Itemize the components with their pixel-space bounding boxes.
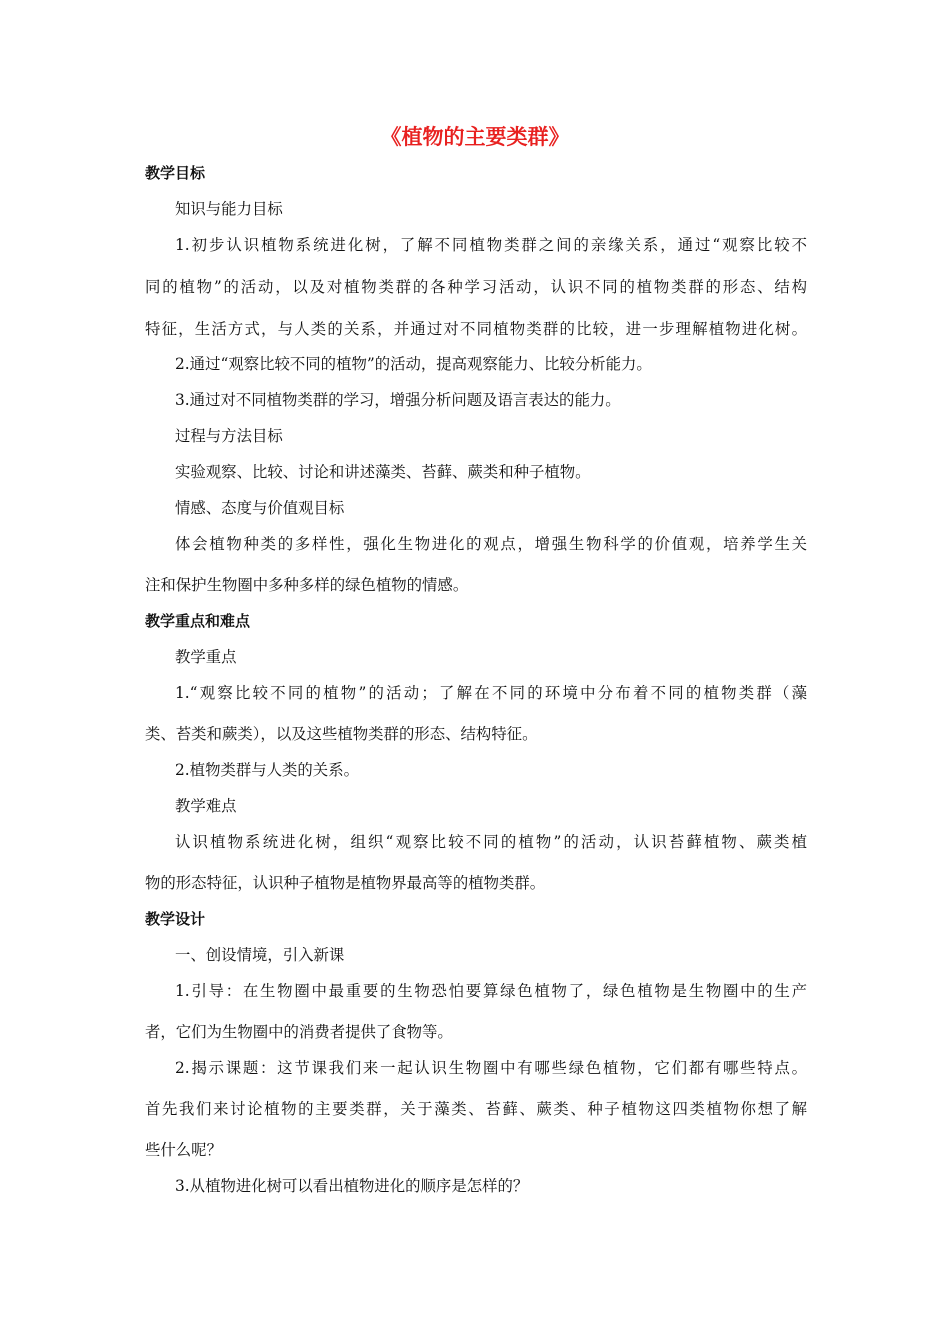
section-heading-design: 教学设计 <box>145 910 206 928</box>
paragraph-line: 3.从植物进化树可以看出植物进化的顺序是怎样的？ <box>175 1177 529 1195</box>
paragraph-line: 同的植物”的活动，以及对植物类群的各种学习活动，认识不同的植物类群的形态、结构 <box>145 278 807 296</box>
paragraph-line: 认识植物系统进化树，组织“观察比较不同的植物”的活动，认识苔藓植物、蕨类植 <box>175 833 807 851</box>
paragraph-line: 教学难点 <box>175 797 237 815</box>
paragraph-line: 物的形态特征，认识种子植物是植物界最高等的植物类群。 <box>145 874 546 892</box>
paragraph-line: 体会植物种类的多样性，强化生物进化的观点，增强生物科学的价值观，培养学生关 <box>175 535 807 553</box>
paragraph-line: 类、苔类和蕨类），以及这些植物类群的形态、结构特征。 <box>145 725 538 743</box>
paragraph-line: 情感、态度与价值观目标 <box>175 499 345 517</box>
paragraph-line: 2.通过“观察比较不同的植物”的活动，提高观察能力、比较分析能力。 <box>175 355 652 373</box>
paragraph-line: 特征，生活方式，与人类的关系，并通过对不同植物类群的比较，进一步理解植物进化树。 <box>145 320 807 338</box>
paragraph-line: 一、创设情境，引入新课 <box>175 946 345 964</box>
paragraph-line: 1.引导：在生物圈中最重要的生物恐怕要算绿色植物了，绿色植物是生物圈中的生产 <box>175 982 807 1000</box>
paragraph-line: 教学重点 <box>175 648 237 666</box>
paragraph-line: 注和保护生物圈中多种多样的绿色植物的情感。 <box>145 576 469 594</box>
paragraph-line: 1.“观察比较不同的植物”的活动；了解在不同的环境中分布着不同的植物类群（藻 <box>175 684 807 702</box>
paragraph-line: 者，它们为生物圈中的消费者提供了食物等。 <box>145 1023 453 1041</box>
paragraph-line: 首先我们来讨论植物的主要类群，关于藻类、苔藓、蕨类、种子植物这四类植物你想了解 <box>145 1100 807 1118</box>
paragraph-line: 知识与能力目标 <box>175 200 283 218</box>
paragraph-line: 过程与方法目标 <box>175 427 283 445</box>
section-heading-key-points: 教学重点和难点 <box>145 612 251 630</box>
paragraph-line: 2.揭示课题：这节课我们来一起认识生物圈中有哪些绿色植物，它们都有哪些特点。 <box>175 1059 807 1077</box>
paragraph-line: 实验观察、比较、讨论和讲述藻类、苔藓、蕨类和种子植物。 <box>175 463 591 481</box>
document-title: 《植物的主要类群》 <box>380 125 570 149</box>
paragraph-line: 2.植物类群与人类的关系。 <box>175 761 359 779</box>
paragraph-line: 3.通过对不同植物类群的学习，增强分析问题及语言表达的能力。 <box>175 391 621 409</box>
paragraph-line: 1.初步认识植物系统进化树，了解不同植物类群之间的亲缘关系，通过“观察比较不 <box>175 236 807 254</box>
section-heading-objectives: 教学目标 <box>145 164 206 182</box>
paragraph-line: 些什么呢？ <box>145 1141 222 1159</box>
